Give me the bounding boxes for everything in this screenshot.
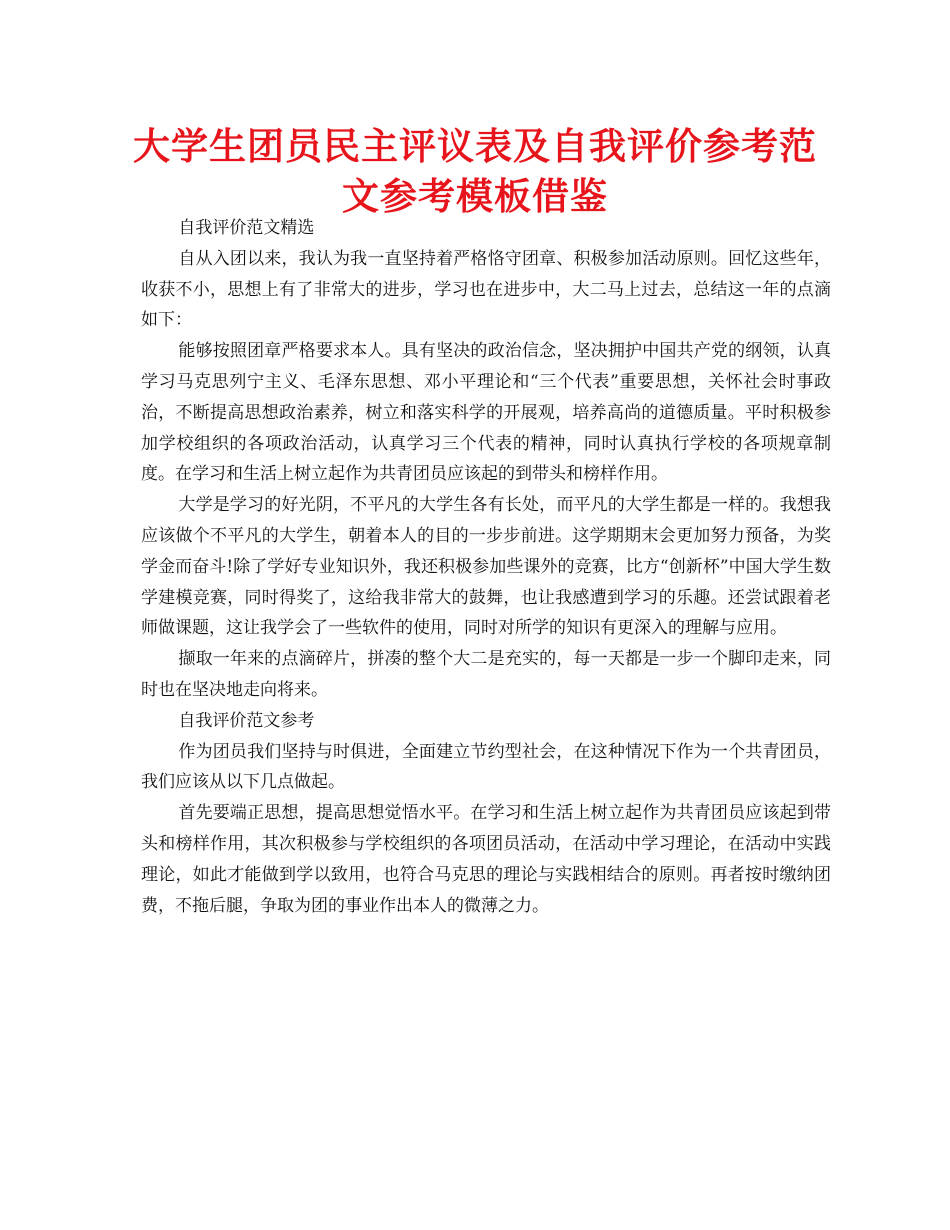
paragraph: 首先要端正思想，提高思想觉悟水平。在学习和生活上树立起作为共青团员应该起到带头和榜样作用，其次积极参与学校组织的各项团员活动，在活动中学习理论，在活动中实践理论，如此才能做到学以致用，也符合马克思的理论与实践相结合的原则。再者按时缴纳团费，不拖后腿，争取为团的事业作出本人的微薄之力。 — [141, 803, 831, 916]
section-heading-selected-samples: 自我评价范文精选 — [178, 218, 315, 238]
paragraph: 大学是学习的好光阴，不平凡的大学生各有长处，而平凡的大学生都是一样的。我想我应该做个不平凡的大学生，朝着本人的目的一步步前进。这学期期末会更加努力预备，为奖学金而奋斗!除了学好专业知识外，我还积极参加些课外的竞赛，比方“创新杯”中国大学生数学建模竞赛，同时得奖了，这给我非常大的鼓舞，也让我感遭到学习的乐趣。还尝试跟着老师做课题，这让我学会了一些软件的使用，同时对所学的知识有更深入的理解与应用。 — [141, 495, 831, 639]
document-title: 大学生团员民主评议表及自我评价参考范文参考模板借鉴 — [133, 125, 817, 218]
paragraph: 作为团员我们坚持与时俱进，全面建立节约型社会，在这种情况下作为一个共青团员，我们应该从以下几点做起。 — [141, 741, 831, 793]
paragraph: 撷取一年来的点滴碎片，拼凑的整个大二是充实的，每一天都是一步一个脚印走来，同时也在坚决地走向将来。 — [141, 649, 831, 700]
paragraph: 能够按照团章严格要求本人。具有坚决的政治信念，坚决拥护中国共产党的纲领，认真学习马克思列宁主义、毛泽东思想、邓小平理论和“三个代表”重要思想，关怀社会时事政治，不断提高思想政治素养，树立和落实科学的开展观，培养高尚的道德质量。平时积极参加学校组织的各项政治活动，认真学习三个代表的精神，同时认真执行学校的各项规章制度。在学习和生活上树立起作为共青团员应该起的到带头和榜样作用。 — [141, 341, 831, 485]
paragraph: 自从入团以来，我认为我一直坚持着严格恪守团章、积极参加活动原则。回忆这些年，收获不小，思想上有了非常大的进步，学习也在进步中，大二马上过去，总结这一年的点滴如下： — [141, 248, 831, 331]
section-heading-reference-samples: 自我评价范文参考 — [178, 710, 315, 731]
document-body — [141, 213, 831, 921]
